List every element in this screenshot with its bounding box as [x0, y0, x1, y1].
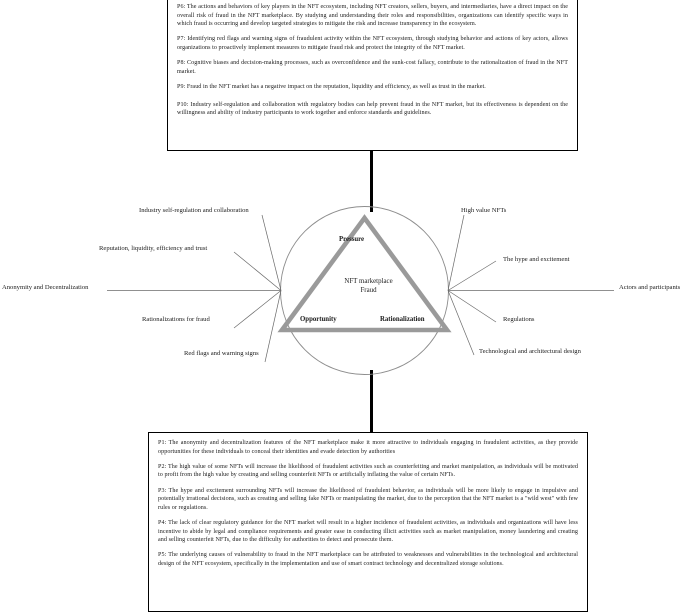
spoke-line-regulations [448, 291, 496, 323]
spoke-label-rationalizations-for-fraud: Rationalizations for fraud [142, 316, 210, 323]
spoke-line-industry [262, 215, 281, 291]
center-title-line1: NFT marketplace [344, 278, 393, 285]
spoke-label-actors-participants: Actors and participants [619, 284, 681, 291]
proposition-p5: P5: The underlying causes of vulnerability to fraud in the NFT marketplace can be attributed to weaknesses and vulnerabilities in the technological and architectural design of the NFT ecosystem, specifically in the implementation and use of smart contract technology and decentralized storage solutions. [158, 552, 578, 568]
triangle-vertex-opportunity: Opportunity [300, 316, 337, 323]
proposition-p2: P2: The high value of some NFTs will increase the likelihood of fraudulent activities such as counterfeiting and market manipulation, as individuals will be motivated to profit from the high value by creating and selling counterfeit NFTs or artificially inflating the value of certain NFTs. [158, 463, 578, 479]
proposition-p7: P7: Identifying red flags and warning signs of fraudulent activity within the NFT ecosystem, through studying behavior and actions of key actors, allows organizations to proactively implement measures to mitigate fraud risk and protect the integrity of the NFT market. [177, 36, 568, 52]
spoke-label-regulations: Regulations [503, 316, 535, 323]
spoke-label-anonymity-decentralization: Anonymity and Decentralization [2, 284, 89, 291]
spoke-label-reputation-liquidity: Reputation, liquidity, efficiency and trust [99, 245, 208, 252]
triangle-vertex-rationalization: Rationalization [380, 316, 425, 323]
proposition-p10: P10: Industry self-regulation and collaboration with regulatory bodies can help prevent fraud in the NFT market, but its effectiveness is dependent on the willingness and ability of industry participants to work together and enforce standards and guidelines. [177, 101, 568, 117]
spoke-label-hype-excitement: The hype and excitement [503, 256, 570, 263]
diagram-center-title [326, 278, 411, 296]
proposition-p1: P1: The anonymity and decentralization features of the NFT marketplace make it more attractive to individuals engaging in fraudulent activities, as they provide opportunities for these individuals to conceal their identities and evade detection by authorities [158, 440, 578, 455]
fraud-triangle [282, 218, 447, 330]
spoke-line-techdesign [448, 291, 474, 356]
center-title-line2: Fraud [360, 286, 377, 294]
spoke-label-red-flags-warning-signs: Red flags and warning signs [184, 350, 259, 357]
proposition-p4: P4: The lack of clear regulatory guidance for the NFT market will result in a higher incidence of fraudulent activities, as individuals and organizations will have less incentive to abide by legal and compliance requirements and greater ease in conducting illicit activities such as market manipulation, money laundering and creating and selling counterfeit NFTs, due to the difficulty for authorities to detect and prosecute them. [158, 519, 578, 544]
spoke-label-technological-architectural-design: Technological and architectural design [479, 348, 581, 355]
spoke-line-reputation [234, 252, 281, 291]
proposition-p6: P6: The actions and behaviors of key players in the NFT ecosystem, including NFT creators, sellers, buyers, and intermediaries, have a direct impact on the overall risk of fraud in the NFT marketplace. By studying and understanding their roles and responsibilities, organizations can identify specific ways in which fraud is occurring and develop targeted strategies to mitigate the risk and increase transparency in the ecosystem. [177, 4, 568, 28]
proposition-p8: P8: Cognitive biases and decision-making processes, such as overconfidence and the sunk-cost fallacy, contribute to the rationalization of fraud in the NFT market. [177, 60, 568, 75]
proposition-p9: P9: Fraud in the NFT market has a negative impact on the reputation, liquidity and efficiency, as well as trust in the market. [177, 83, 486, 90]
spoke-label-industry-self-regulation: Industry self-regulation and collaboration [139, 207, 249, 214]
proposition-p3: P3: The hype and excitement surrounding NFTs will increase the likelihood of fraudulent behavior, as individuals will be more likely to engage in impulsive and potentially irrational decisions, such as creating and selling fake NFTs or manipulating the market, due to the perception that the NFT market is a "wild west" with few rules or regulations. [158, 487, 578, 511]
spoke-line-hype [448, 261, 496, 291]
bottom-propositions-box [148, 432, 588, 612]
triangle-vertex-pressure: Pressure [339, 236, 365, 243]
spoke-label-high-value-nfts: High value NFTs [461, 207, 507, 214]
spoke-line-highvalue [448, 215, 464, 291]
